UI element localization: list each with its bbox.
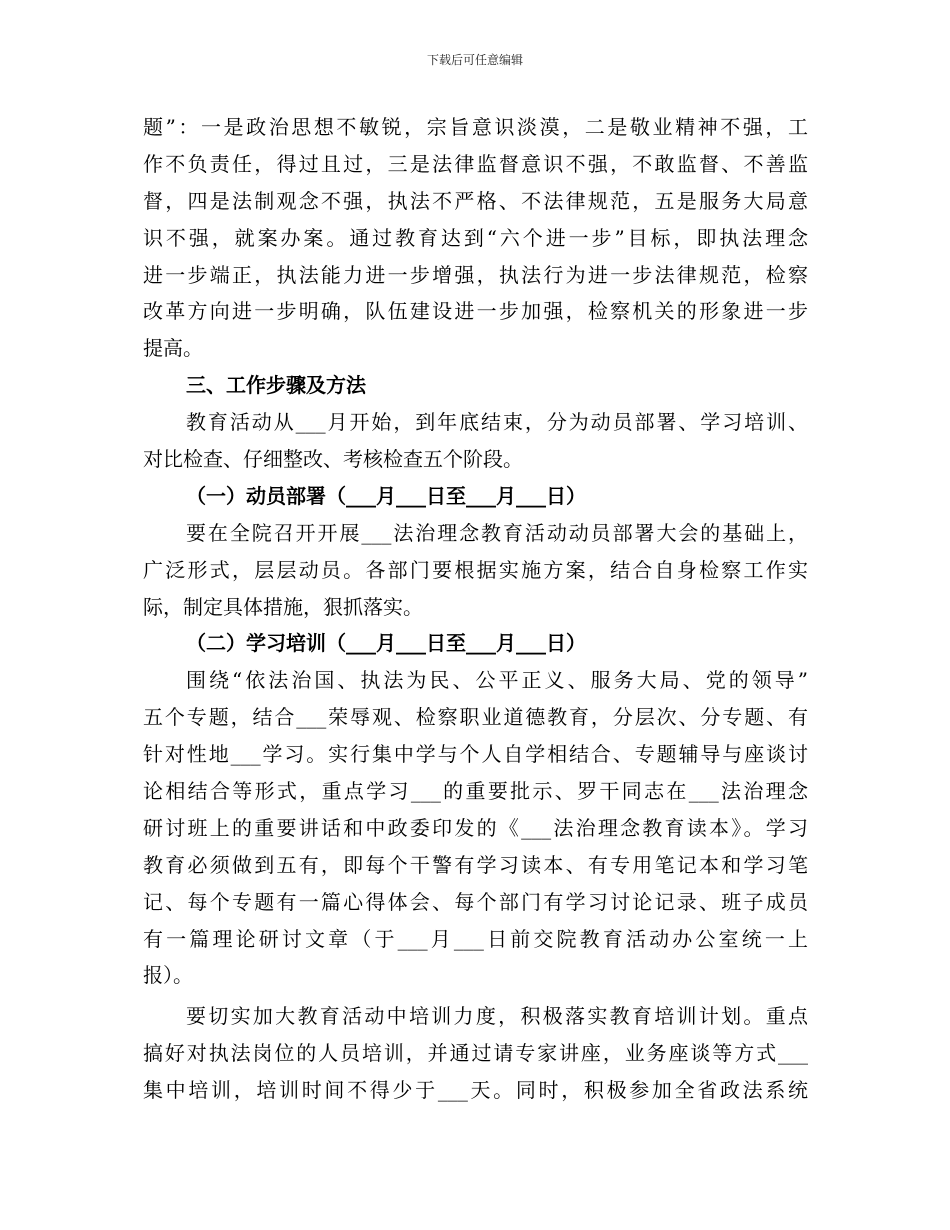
text-line: 针对性地___学习。实行集中学与个人自学相结合、专题辅导与座谈讨	[143, 742, 808, 767]
paragraph	[143, 998, 808, 1109]
paragraph	[143, 515, 808, 626]
text-line: 五个专题，结合___荣辱观、检察职业道德教育，分层次、分专题、有	[143, 705, 808, 730]
document-body	[143, 109, 808, 1109]
text-line: 记、每个专题有一篇心得体会、每个部门有学习讨论记录、班子成员	[143, 889, 808, 914]
subsection-heading-block	[143, 625, 808, 662]
section-heading: 三、工作步骤及方法	[186, 373, 366, 398]
subsection-heading-block	[143, 478, 808, 515]
text-line: 题”：一是政治思想不敏锐，宗旨意识淡漠，二是敬业精神不强，工	[143, 115, 808, 139]
paragraph	[143, 662, 808, 994]
page-header-note: 下载后可任意编辑	[426, 53, 523, 67]
section-intro	[143, 404, 808, 478]
paragraph-continued	[143, 109, 808, 367]
text-line: 识不强，就案办案。通过教育达到“六个进一步”目标，即执法理念	[143, 225, 808, 250]
text-line: 对比检查、仔细整改、考核检查五个阶段。	[143, 447, 523, 472]
text-line: 进一步端正，执法能力进一步增强，执法行为进一步法律规范，检察	[143, 262, 808, 287]
subsection-heading: （一）动员部署（___月___日至___月___日）	[186, 483, 586, 508]
text-line: 要在全院召开开展___法治理念教育活动动员部署大会的基础上，	[186, 520, 808, 545]
text-line: 际，制定具体措施，狠抓落实。	[143, 594, 423, 619]
text-line: 研讨班上的重要讲话和中政委印发的《___法治理念教育读本》。学习	[143, 815, 808, 840]
text-line: 改革方向进一步明确，队伍建设进一步加强，检察机关的形象进一步	[143, 299, 808, 324]
text-line: 报）。	[143, 963, 193, 988]
text-line: 论相结合等形式，重点学习___的重要批示、罗干同志在___法治理念	[143, 779, 808, 804]
text-line: 教育活动从___月开始，到年底结束，分为动员部署、学习培训、	[186, 410, 808, 435]
text-line: 广泛形式，层层动员。各部门要根据实施方案，结合自身检察工作实	[143, 557, 808, 582]
text-line: 集中培训，培训时间不得少于___天。同时，积极参加全省政法系统	[143, 1078, 808, 1103]
text-line: 提高。	[143, 336, 203, 361]
text-line: 作不负责任，得过且过，三是法律监督意识不强，不敢监督、不善监	[143, 151, 808, 176]
text-line: 有一篇理论研讨文章（于___月___日前交院教育活动办公室统一上	[143, 926, 808, 951]
subsection-heading: （二）学习培训（___月___日至___月___日）	[186, 631, 586, 656]
text-line: 督，四是法制观念不强，执法不严格、不法律规范，五是服务大局意	[143, 188, 808, 213]
text-line: 围绕“依法治国、执法为民、公平正义、服务大局、党的领导”	[186, 668, 808, 693]
text-line: 搞好对执法岗位的人员培训，并通过请专家讲座，业务座谈等方式___	[143, 1041, 808, 1066]
text-line: 教育必须做到五有，即每个干警有学习读本、有专用笔记本和学习笔	[143, 852, 808, 877]
section-heading-block	[143, 367, 808, 404]
text-line: 要切实加大教育活动中培训力度，积极落实教育培训计划。重点	[186, 1004, 808, 1029]
